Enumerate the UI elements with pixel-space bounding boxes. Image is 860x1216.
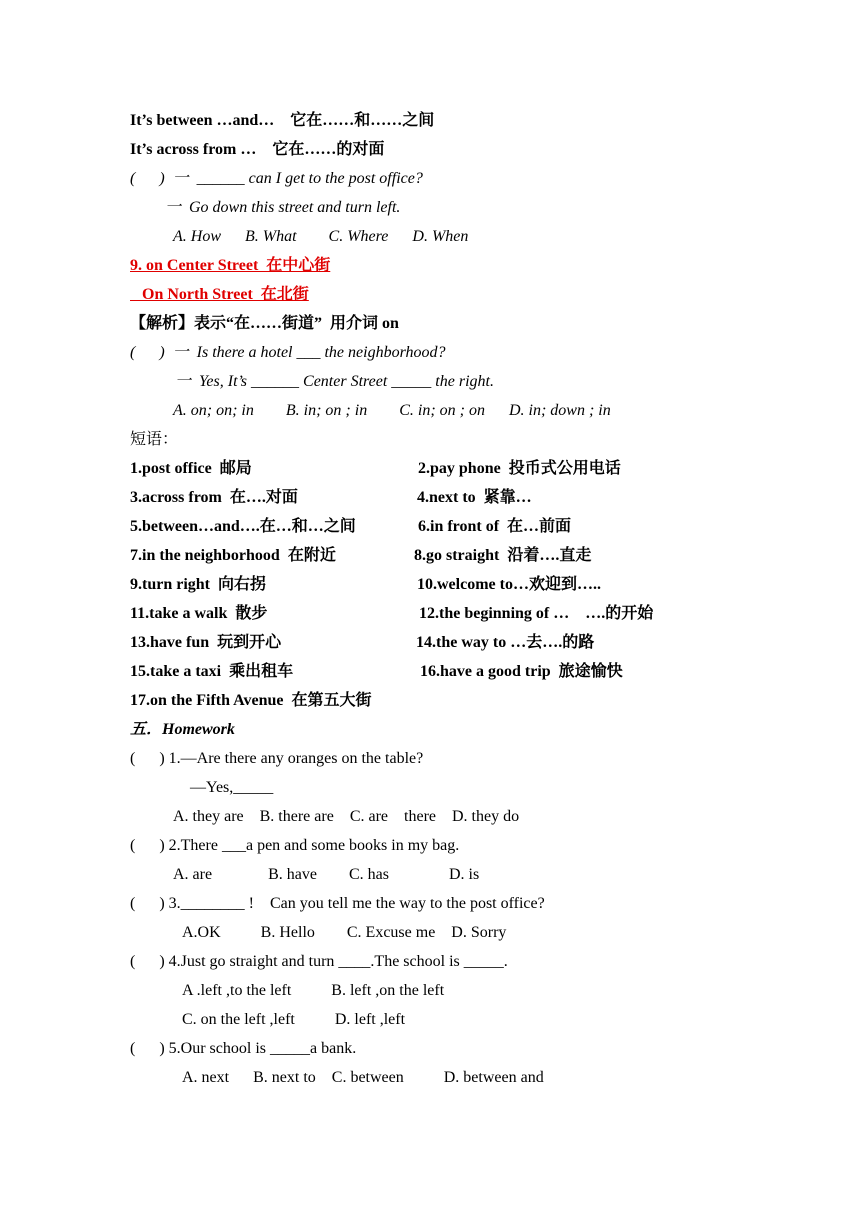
phrase-item: 4.next to 紧靠… bbox=[417, 489, 532, 506]
homework-question-5: ( ) 5.Our school is _____a bank. bbox=[130, 1040, 357, 1057]
phrase-item: 16.have a good trip 旅途愉快 bbox=[420, 663, 623, 680]
phrase-item: 14.the way to …去….的路 bbox=[416, 634, 595, 651]
homework-reply-1: —Yes,_____ bbox=[190, 779, 274, 796]
homework-heading: 五．Homework bbox=[130, 721, 235, 738]
phrase-item: 11.take a walk 散步 bbox=[130, 605, 268, 622]
homework-question-1: ( ) 1.—Are there any oranges on the table? bbox=[130, 750, 424, 767]
question-reply: 一 Yes, It’s ______ Center Street _____ the right. bbox=[175, 373, 494, 390]
homework-question-2: ( ) 2.There ___a pen and some books in my bag. bbox=[130, 837, 460, 854]
phrase-item: 8.go straight 沿着….直走 bbox=[414, 547, 592, 564]
phrase-item: 17.on the Fifth Avenue 在第五大街 bbox=[130, 692, 372, 709]
phrase-item: 12.the beginning of … ….的开始 bbox=[419, 605, 654, 622]
homework-options-4b: C. on the left ,left D. left ,left bbox=[182, 1011, 406, 1028]
phrase-item: 7.in the neighborhood 在附近 bbox=[130, 547, 336, 564]
section-title-center-street: 9. on Center Street 在中心街 bbox=[130, 257, 331, 274]
phrase-item: 6.in front of 在…前面 bbox=[418, 518, 572, 535]
question-stem: ( ) 一 ______ can I get to the post office? bbox=[130, 170, 423, 187]
intro-line-between: It’s between …and… 它在……和……之间 bbox=[130, 112, 435, 129]
homework-options-5: A. next B. next to C. between D. between and bbox=[182, 1069, 544, 1086]
phrase-item: 13.have fun 玩到开心 bbox=[130, 634, 282, 651]
homework-question-4: ( ) 4.Just go straight and turn ____.The school is _____. bbox=[130, 953, 508, 970]
homework-options-2: A. are B. have C. has D. is bbox=[173, 866, 480, 883]
phrase-item: 10.welcome to…欢迎到….. bbox=[417, 576, 601, 593]
homework-options-3: A.OK B. Hello C. Excuse me D. Sorry bbox=[182, 924, 507, 941]
phrase-item: 9.turn right 向右拐 bbox=[130, 576, 267, 593]
question-options: A. How B. What C. Where D. When bbox=[173, 228, 469, 245]
question-reply: 一 Go down this street and turn left. bbox=[165, 199, 401, 216]
phrase-item: 5.between…and….在…和…之间 bbox=[130, 518, 356, 535]
homework-options-1: A. they are B. there are C. are there D. they do bbox=[173, 808, 520, 825]
phrases-heading: 短语： bbox=[130, 431, 179, 448]
phrase-item: 2.pay phone 投币式公用电话 bbox=[418, 460, 621, 477]
intro-line-across: It’s across from … 它在……的对面 bbox=[130, 141, 385, 158]
homework-options-4a: A .left ,to the left B. left ,on the left bbox=[182, 982, 445, 999]
question-options: A. on; on; in B. in; on ; in C. in; on ; on D. in; down ; in bbox=[173, 402, 611, 419]
phrase-item: 1.post office 邮局 bbox=[130, 460, 252, 477]
phrase-item: 3.across from 在….对面 bbox=[130, 489, 298, 506]
analysis-note: 【解析】表示“在……街道” 用介词 on bbox=[130, 315, 399, 332]
question-stem: ( ) 一 Is there a hotel ___ the neighborhood? bbox=[130, 344, 446, 361]
phrase-item: 15.take a taxi 乘出租车 bbox=[130, 663, 294, 680]
section-title-north-street: On North Street 在北街 bbox=[130, 286, 309, 303]
homework-question-3: ( ) 3.________ ! Can you tell me the way to the post office? bbox=[130, 895, 545, 912]
